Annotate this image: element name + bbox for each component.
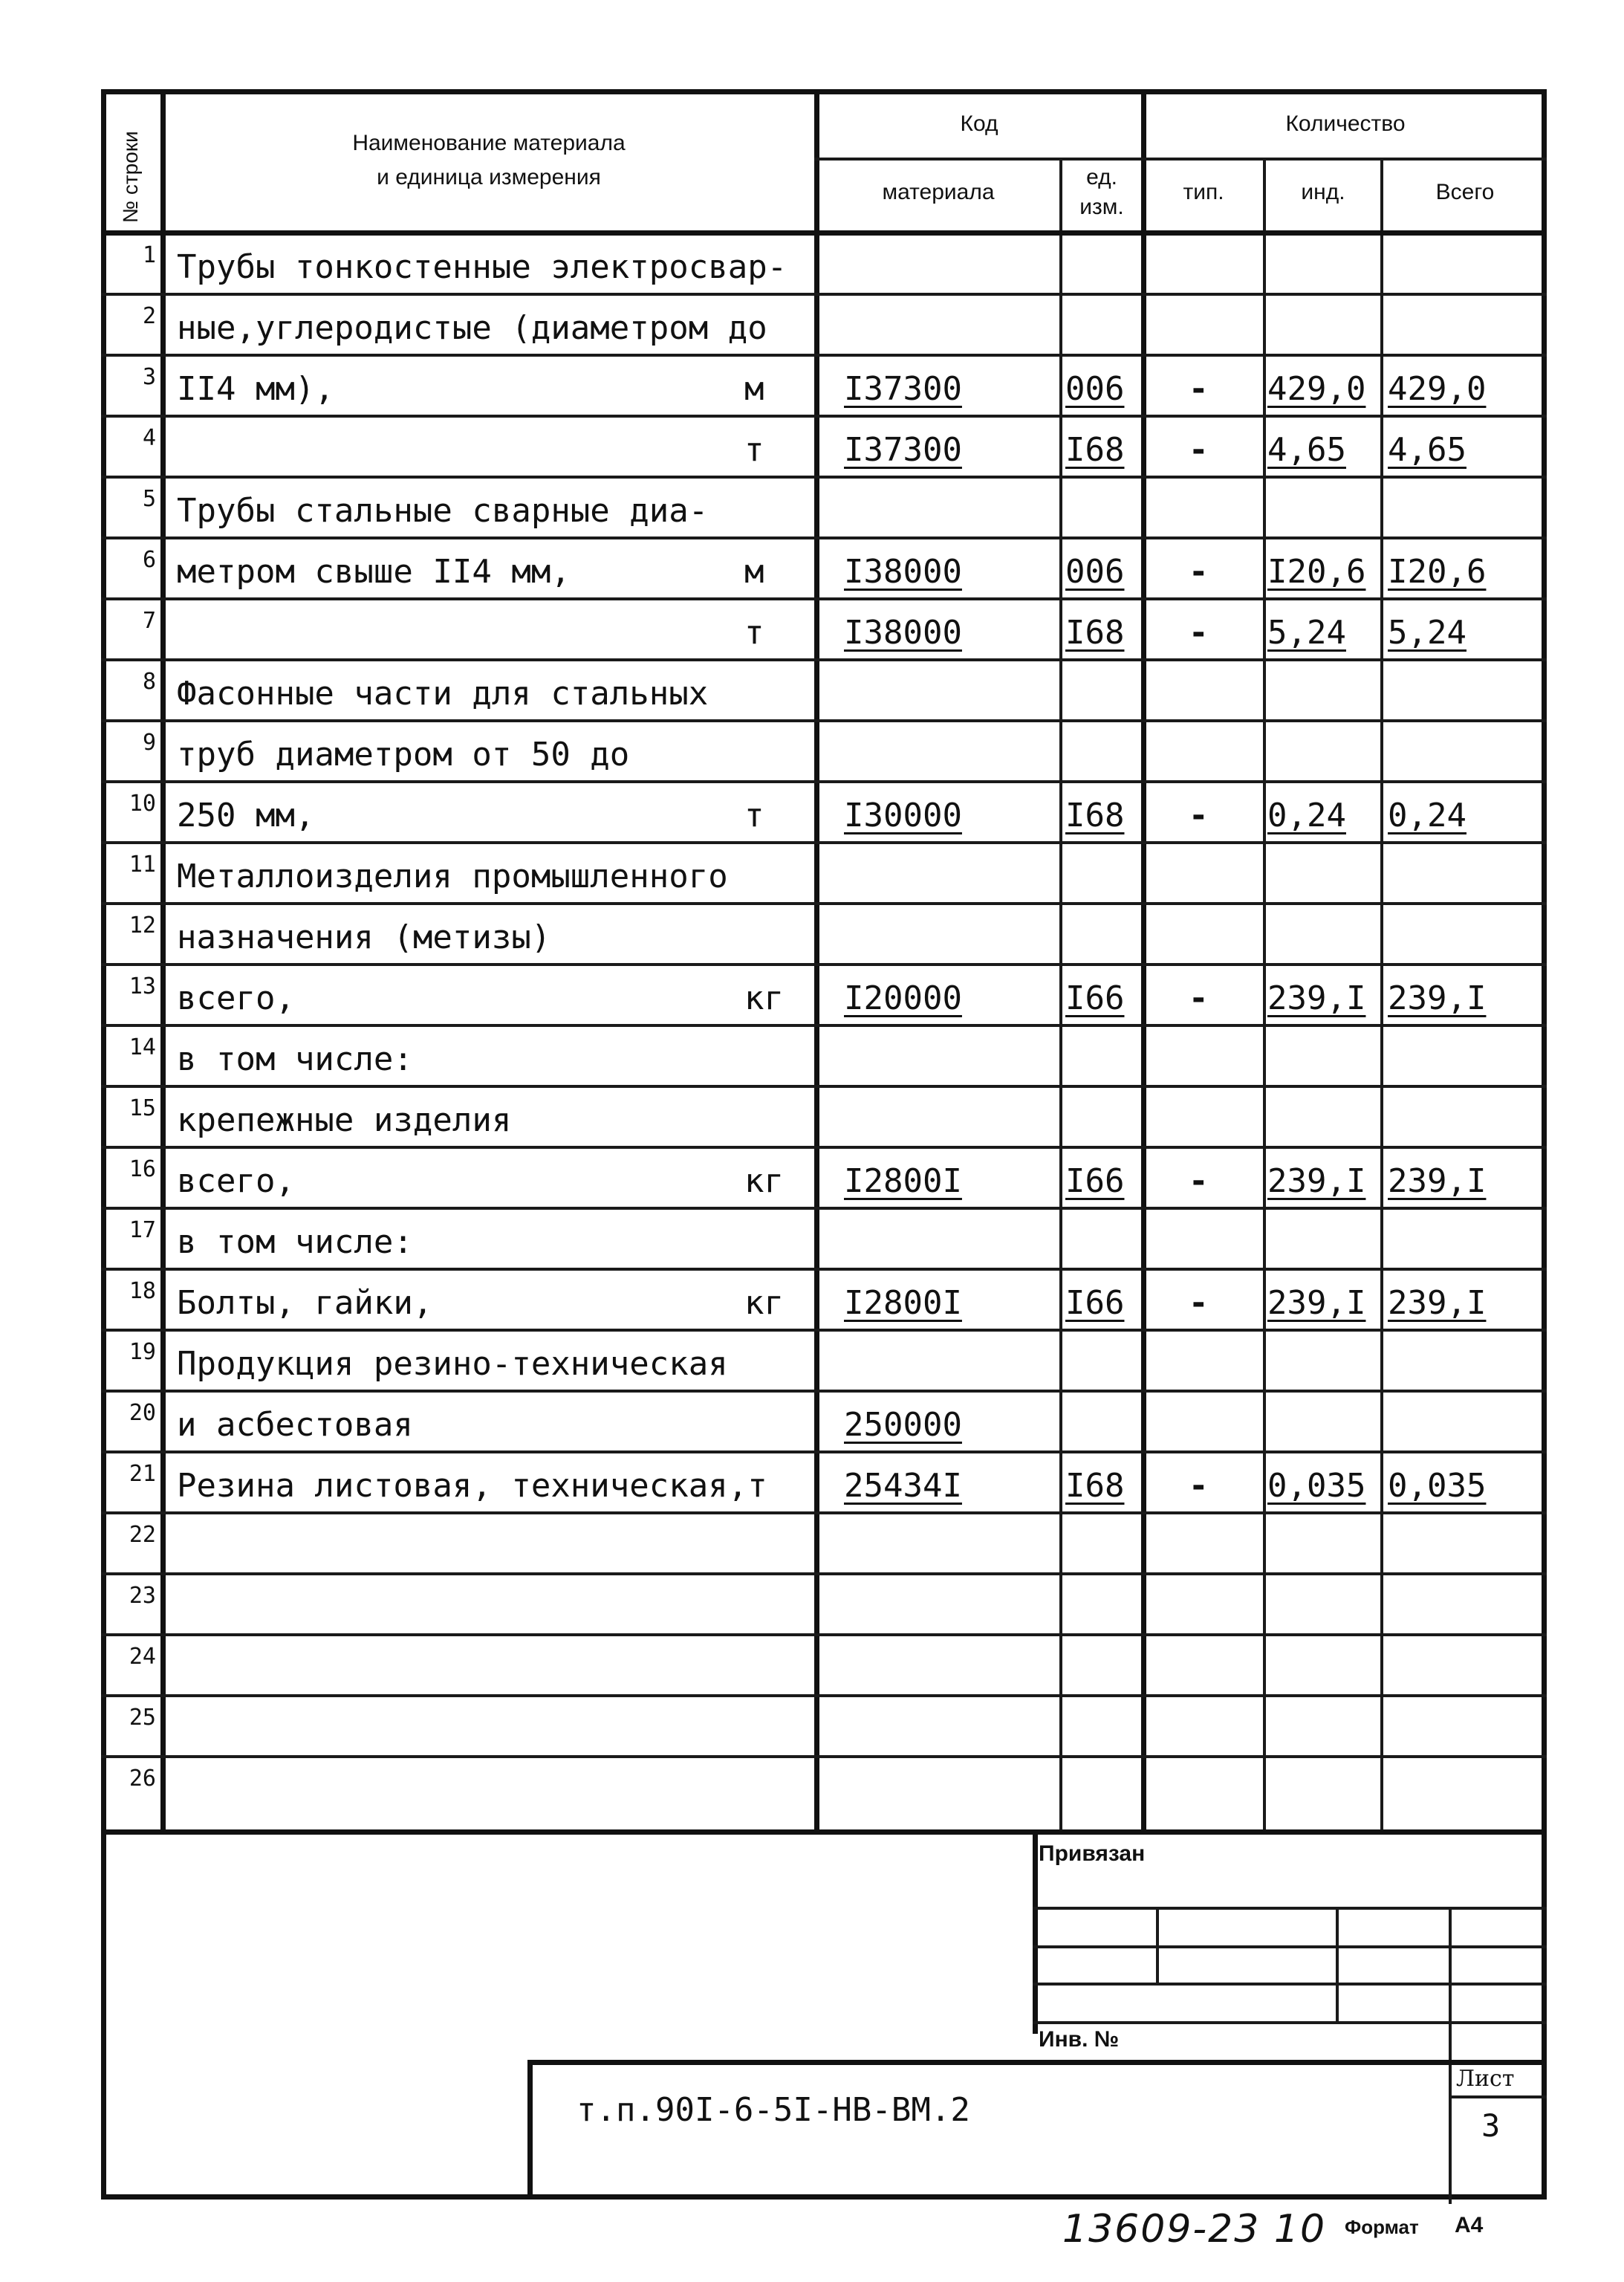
row-name: метром свыше II4 мм, — [177, 553, 571, 591]
row-separator — [101, 1633, 1547, 1636]
row-name: II4 мм), — [177, 370, 334, 408]
stamp-line-2 — [1033, 1945, 1547, 1948]
header-total: Всего — [1435, 180, 1495, 204]
col-divider-typ — [1263, 159, 1266, 1831]
row-typ: - — [1189, 614, 1209, 652]
row-ind: I20,6 — [1267, 553, 1366, 591]
row-name: в том числе: — [177, 1223, 413, 1261]
header-subline — [814, 158, 1547, 161]
row-separator — [101, 719, 1547, 722]
row-separator — [101, 1511, 1547, 1514]
row-separator — [101, 841, 1547, 844]
row-typ: - — [1189, 1284, 1209, 1322]
row-typ: - — [1189, 1467, 1209, 1505]
row-total: 239,I — [1388, 979, 1487, 1017]
row-unit: м — [744, 370, 764, 408]
row-separator — [101, 1694, 1547, 1697]
row-separator — [101, 780, 1547, 783]
row-total: 239,I — [1388, 1284, 1487, 1322]
stamp-line-1 — [1033, 1907, 1547, 1910]
row-number: 1 — [142, 242, 156, 268]
row-ind: 239,I — [1267, 979, 1366, 1017]
row-unit: кг — [744, 979, 784, 1017]
row-name: в том числе: — [177, 1040, 413, 1078]
row-separator — [101, 902, 1547, 905]
col-divider-code — [1141, 89, 1146, 1831]
row-unit-code: I68 — [1065, 614, 1125, 652]
row-ind: 4,65 — [1267, 431, 1346, 469]
stamp-privyazan: Привязан — [1039, 1841, 1146, 1866]
row-ind: 239,I — [1267, 1162, 1366, 1200]
row-code: I37300 — [844, 431, 962, 469]
header-name-line1: Наименование материала — [352, 131, 626, 155]
row-number: 5 — [142, 486, 156, 512]
row-name: Продукция резино-техническая — [177, 1345, 728, 1383]
row-separator — [101, 1755, 1547, 1758]
stamp-sheet-label: Лист — [1456, 2066, 1515, 2092]
row-ind: 5,24 — [1267, 614, 1346, 652]
row-number: 16 — [129, 1156, 156, 1182]
row-code: I30000 — [844, 797, 962, 834]
row-code: I2800I — [844, 1162, 962, 1200]
row-typ: - — [1189, 553, 1209, 591]
col-divider-rowno — [160, 89, 166, 1831]
header-material: материала — [882, 180, 995, 204]
row-name: Металлоизделия промышленного — [177, 858, 728, 895]
stamp-left-border — [1033, 1829, 1038, 2034]
col-divider-material — [1059, 159, 1062, 1831]
row-total: 429,0 — [1388, 370, 1487, 408]
row-typ: - — [1189, 1162, 1209, 1200]
row-ind: 0,035 — [1267, 1467, 1366, 1505]
row-unit-code: I68 — [1065, 431, 1125, 469]
row-code: I20000 — [844, 979, 962, 1017]
row-unit-code: 006 — [1065, 553, 1125, 591]
row-code: 250000 — [844, 1406, 962, 1444]
row-unit: т — [744, 614, 764, 652]
header-ind: инд. — [1301, 180, 1345, 204]
row-number: 25 — [129, 1705, 156, 1731]
row-name: крепежные изделия — [177, 1101, 512, 1139]
row-unit-code: I68 — [1065, 797, 1125, 834]
col-divider-ind — [1380, 159, 1383, 1831]
row-name: всего, — [177, 979, 295, 1017]
stamp-line-4 — [1033, 2021, 1547, 2024]
header-row-no: № строки — [119, 131, 142, 223]
row-unit-code: I66 — [1065, 979, 1125, 1017]
row-separator — [101, 597, 1547, 600]
row-number: 21 — [129, 1461, 156, 1487]
row-code: I38000 — [844, 553, 962, 591]
row-separator — [101, 963, 1547, 966]
row-total: 0,035 — [1388, 1467, 1487, 1505]
row-unit: т — [744, 431, 764, 469]
row-number: 11 — [129, 852, 156, 878]
row-number: 20 — [129, 1400, 156, 1426]
header-quantity: Количество — [1285, 111, 1406, 136]
row-separator — [101, 1207, 1547, 1210]
row-name: Фасонные части для стальных — [177, 675, 709, 713]
row-separator — [101, 1085, 1547, 1088]
stamp-col-1 — [1156, 1907, 1159, 1986]
row-separator — [101, 354, 1547, 357]
row-separator — [101, 293, 1547, 296]
header-bottom — [101, 230, 1547, 236]
row-separator — [101, 1268, 1547, 1271]
row-typ: - — [1189, 431, 1209, 469]
row-separator — [101, 1572, 1547, 1575]
row-number: 23 — [129, 1583, 156, 1609]
row-number: 12 — [129, 913, 156, 939]
row-typ: - — [1189, 370, 1209, 408]
row-number: 7 — [142, 608, 156, 634]
row-number: 2 — [142, 303, 156, 329]
row-number: 9 — [142, 730, 156, 756]
row-number: 22 — [129, 1522, 156, 1548]
row-name: Резина листовая, техническая,т — [177, 1467, 767, 1505]
stamp-title-top — [527, 2060, 1547, 2065]
row-unit: т — [744, 797, 764, 834]
header-name-line2: и единица измерения — [377, 165, 601, 189]
row-number: 15 — [129, 1095, 156, 1121]
row-total: I20,6 — [1388, 553, 1487, 591]
col-divider-name — [814, 89, 819, 1831]
row-number: 14 — [129, 1034, 156, 1060]
row-unit: кг — [744, 1284, 784, 1322]
row-name: назначения (метизы) — [177, 918, 551, 956]
format-value: А4 — [1455, 2213, 1484, 2237]
row-name: Трубы стальные сварные диа- — [177, 492, 709, 530]
stamp-designation: т.п.90I-6-5I-НВ-ВМ.2 — [576, 2091, 970, 2129]
row-separator — [101, 537, 1547, 539]
row-total: 239,I — [1388, 1162, 1487, 1200]
row-code: I2800I — [844, 1284, 962, 1322]
row-number: 6 — [142, 547, 156, 573]
row-name: ные,углеродистые (диаметром до — [177, 309, 767, 347]
row-code: 25434I — [844, 1467, 962, 1505]
row-unit: м — [744, 553, 764, 591]
row-separator — [101, 1146, 1547, 1149]
header-unit-line2: изм. — [1079, 195, 1124, 219]
row-unit: кг — [744, 1162, 784, 1200]
header-unit-line1: ед. — [1086, 165, 1117, 189]
row-ind: 0,24 — [1267, 797, 1346, 834]
row-number: 19 — [129, 1339, 156, 1365]
row-separator — [101, 476, 1547, 479]
row-total: 5,24 — [1388, 614, 1467, 652]
row-unit-code: 006 — [1065, 370, 1125, 408]
row-number: 3 — [142, 364, 156, 390]
row-code: I37300 — [844, 370, 962, 408]
row-separator — [101, 1450, 1547, 1453]
row-separator — [101, 1329, 1547, 1332]
handwritten-number: 13609-23 10 — [1062, 2207, 1327, 2252]
table-bottom — [101, 1829, 1547, 1835]
row-ind: 429,0 — [1267, 370, 1366, 408]
format-label: Формат — [1345, 2216, 1419, 2238]
row-number: 13 — [129, 973, 156, 999]
row-unit-code: I66 — [1065, 1162, 1125, 1200]
row-separator — [101, 1390, 1547, 1393]
header-code: Код — [960, 111, 998, 136]
row-separator — [101, 658, 1547, 661]
row-name: Трубы тонкостенные электросвар- — [177, 248, 787, 286]
row-typ: - — [1189, 797, 1209, 834]
row-name: 250 мм, — [177, 797, 315, 834]
row-number: 10 — [129, 791, 156, 817]
row-unit-code: I66 — [1065, 1284, 1125, 1322]
row-unit-code: I68 — [1065, 1467, 1125, 1505]
row-name: труб диаметром от 50 до — [177, 736, 630, 774]
stamp-col-3 — [1449, 1907, 1452, 2204]
row-separator — [101, 1024, 1547, 1027]
stamp-col-2 — [1336, 1907, 1339, 2023]
row-number: 17 — [129, 1217, 156, 1243]
header-typ: тип. — [1183, 180, 1224, 204]
row-name: всего, — [177, 1162, 295, 1200]
stamp-line-3 — [1033, 1983, 1547, 1986]
stamp-inv-no: Инв. № — [1039, 2027, 1120, 2052]
row-total: 4,65 — [1388, 431, 1467, 469]
row-ind: 239,I — [1267, 1284, 1366, 1322]
row-number: 26 — [129, 1766, 156, 1792]
row-typ: - — [1189, 979, 1209, 1017]
row-number: 4 — [142, 425, 156, 451]
stamp-title-left — [527, 2060, 533, 2200]
row-name: Болты, гайки, — [177, 1284, 433, 1322]
row-total: 0,24 — [1388, 797, 1467, 834]
row-number: 18 — [129, 1278, 156, 1304]
stamp-sheet-no: 3 — [1481, 2107, 1501, 2144]
row-number: 24 — [129, 1644, 156, 1670]
row-separator — [101, 415, 1547, 418]
row-code: I38000 — [844, 614, 962, 652]
row-number: 8 — [142, 669, 156, 695]
row-name: и асбестовая — [177, 1406, 413, 1444]
stamp-sheet-divider — [1449, 2095, 1547, 2098]
